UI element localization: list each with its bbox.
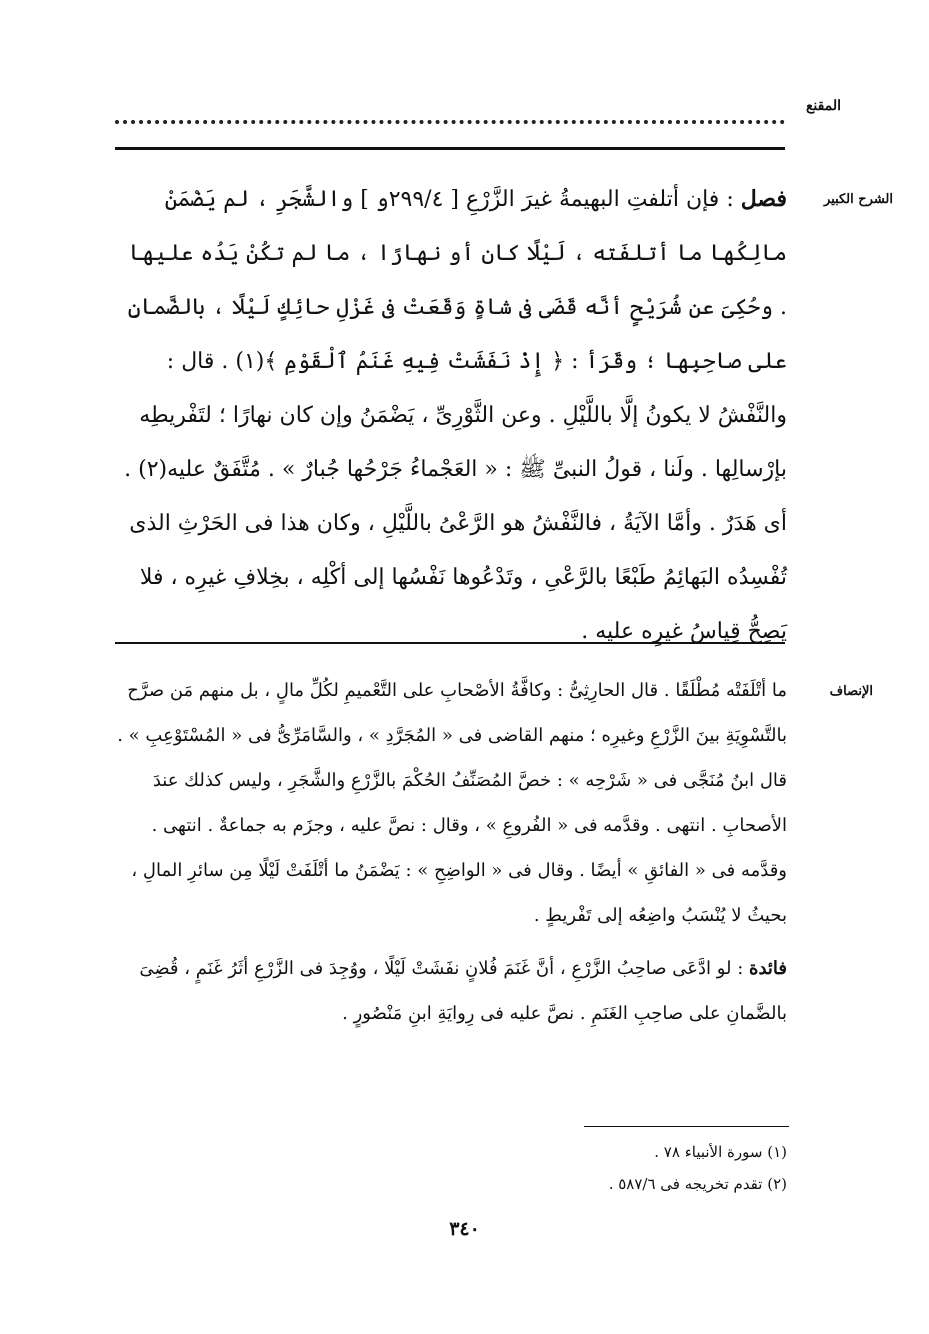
footnote-2: (٢) تقدم تخريجه فى ٥٨٧/٦ . <box>608 1175 787 1193</box>
faida-text: : لو ادَّعَى صاحِبُ الزَّرْعِ ، أنَّ غَنَمَ فُلانٍ نفَشَتْ لَيْلًا ، ووُجِدَ فى الزَّرْعِ أثَرُ غَنَمٍ ، قُضِىَ بالضَّمانِ على صاحِبِ الغَنَمِ . نصَّ عليه فى رِوايَةِ ابنِ مَنْصُورٍ . <box>139 958 787 1024</box>
sharh-text: : فإن أتلفتِ البهيمةُ غيرَ الزَّرْعِ [ ٢٩٩/٤و ] والشَّجَرِ ، لم يَضْمَنْ مالِكُها ما أتلفَته ، لَيْلًا كان أو نهارًا ، ما لم تكُنْ يَدُه عليها . وحُكِىَ عن شُرَيْحٍ أنَّه قَضَى فى شاةٍ وَقَعَتْ فى غَزْلِ حائِكٍ لَيْلًا ، بالضَّمانِ على صاحِبِها ؛ وقَرَأ : ﴿ إِذْ نَفَشَتْ فِيهِ غَنَمُ ٱلْقَوْمِ ﴾(١) . قال : والنَّفْشُ لا يكونُ إلَّا باللَّيْلِ . وعن الثَّوْرِىِّ ، يَضْمَنُ وإن كان نهارًا ؛ لتَفْريطِه بإرْسالِها . ولَنا ، قولُ النبىِّ ﷺ : « العَجْماءُ جَرْحُها جُبارٌ » . مُتَّفَقٌ عليه(٢) . أى هَدَرٌ . وأمَّا الآيَةُ ، فالنَّفْشُ هو الرَّعْىُ باللَّيْلِ ، وكان هذا فى الحَرْثِ الذى تُفْسِدُه البَهائِمُ طَبْعًا بالرَّعْىِ ، وتَدْعُوها نَفْسُها إلى أكْلِه ، بخِلافِ غيرِه ، فلا يَصِحُّ قِياسُ غيرِه عليه . <box>124 187 787 644</box>
faida-heading: فائدة <box>749 958 787 979</box>
footnote-rule <box>584 1126 789 1127</box>
faida-paragraph <box>115 946 787 1036</box>
sharh-commentary <box>115 172 787 659</box>
insaf-paragraph: ما أتْلَفَتْه مُطْلَقًا . قال الحارِثِىُّ : وكافَّةُ الأصْحابِ على التَّعْميمِ لكُلِّ مالٍ ، بل منهم مَن صرَّح بالتَّسْوِيَةِ بينَ الزَّرْعِ وغيرِه ؛ منهم القاضى فى « المُجَرَّدِ » ، والسَّامَرِّىُّ فى « المُسْتَوْعِبِ » . قال ابنُ مُنَجَّى فى « شَرْحِه » : خصَّ المُصَنِّفُ الحُكْمَ بالزَّرْعِ والشَّجَرِ ، وليس كذلك عندَ الأصحابِ . انتهى . وقدَّمه فى « الفُروعِ » ، وقال : نصَّ عليه ، وجزَم به جماعةٌ . انتهى . وقدَّمه فى « الفائقِ » أيضًا . وقال فى « الواضِحِ » : يَضْمَنُ ما أتْلَفَتْ لَيْلًا مِن سائرِ المالِ ، بحيثُ لا يُنْسَبُ واضِعُه إلى تَفْريطٍ . <box>117 680 787 926</box>
section-label-sharh: الشرح الكبير <box>823 192 893 207</box>
running-header-title: المقنع <box>805 98 841 114</box>
section-heading-fasl: فصل <box>740 186 787 212</box>
footnotes <box>387 1136 787 1200</box>
section-label-insaf: الإنصاف <box>829 684 873 699</box>
insaf-commentary <box>115 668 787 1036</box>
sharh-paragraph <box>115 172 787 659</box>
header-dotted-leader <box>115 120 785 124</box>
page-number: ٣٤٠ <box>449 1218 480 1240</box>
footnote-1: (١) سورة الأنبياء ٧٨ . <box>654 1143 787 1161</box>
header-rule <box>115 147 785 150</box>
section-divider <box>115 642 785 644</box>
